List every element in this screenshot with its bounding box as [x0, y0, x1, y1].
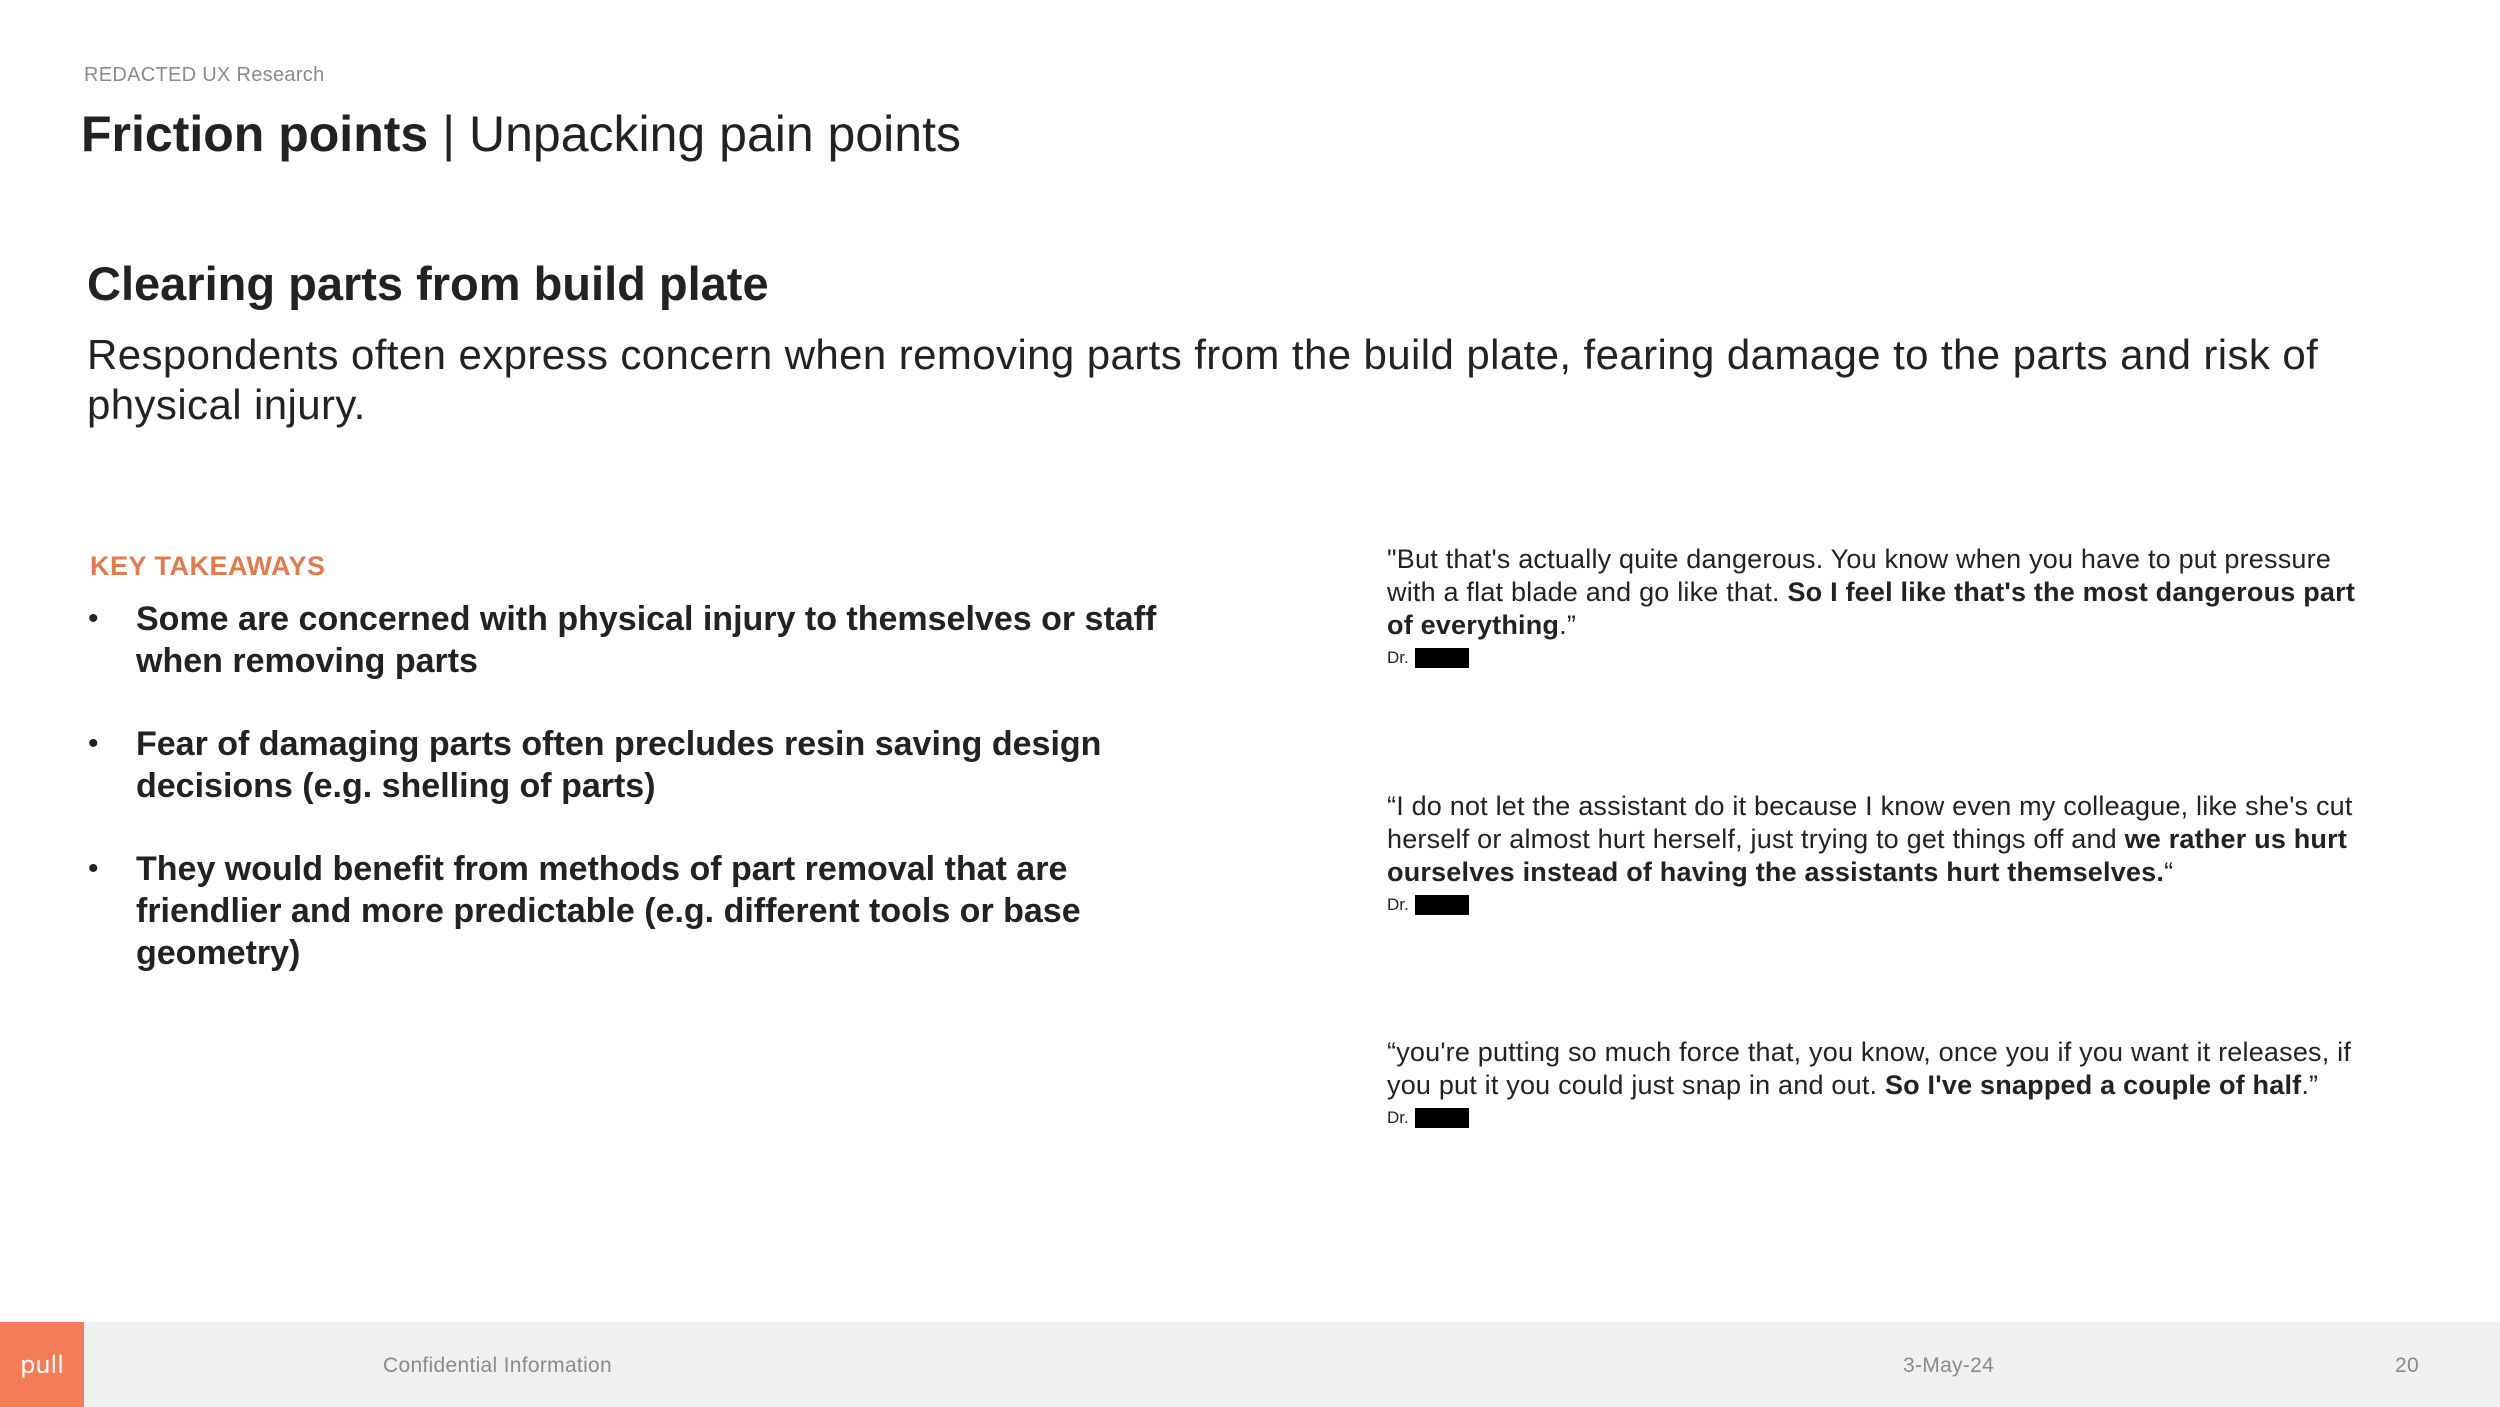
- takeaway-text: Fear of damaging parts often precludes resin saving design decisions (e.g. shelling of parts): [136, 725, 1102, 805]
- quote-text-closing: .”: [2301, 1070, 2319, 1100]
- quote-text: [1387, 790, 2387, 889]
- redacted-name-block: [1415, 1108, 1469, 1128]
- footer-bar: [0, 1322, 2500, 1407]
- page-number: 20: [2395, 1354, 2419, 1377]
- quote-attribution: [1387, 895, 2387, 915]
- quote-text-closing: “: [2164, 857, 2174, 887]
- page-title-bold: Friction points: [81, 106, 429, 162]
- quote-text: [1387, 543, 2387, 642]
- confidential-label: Confidential Information: [383, 1354, 612, 1377]
- quote-attribution: [1387, 648, 2387, 668]
- quote-block: [1387, 790, 2387, 915]
- quote-text-emphasis: So I feel like that's the most dangerous part of everything: [1387, 577, 2356, 640]
- quote-text: [1387, 1036, 2387, 1102]
- quote-text-emphasis: So I've snapped a couple of half: [1884, 1070, 2302, 1100]
- quote-text-emphasis: we rather us hurt ourselves instead of having the assistants hurt themselves.: [1387, 824, 2348, 887]
- quote-text-regular: “you're putting so much force that, you know, once you if you want it releases, if you put it you could just snap in and out.: [1387, 1037, 2352, 1100]
- bullet-icon: •: [88, 852, 99, 885]
- page-title: [81, 102, 961, 166]
- quote-block: [1387, 543, 2387, 668]
- quote-block: [1387, 1036, 2387, 1128]
- takeaway-item: [88, 848, 1208, 974]
- page-title-subtitle: Unpacking pain points: [468, 106, 961, 162]
- bullet-icon: •: [88, 602, 99, 635]
- takeaway-text: Some are concerned with physical injury to themselves or staff when removing parts: [136, 600, 1157, 680]
- key-takeaways-label: KEY TAKEAWAYS: [90, 551, 326, 581]
- redacted-name-block: [1415, 895, 1469, 915]
- section-description: Respondents often express concern when removing parts from the build plate, fearing damage to the parts and risk of physical injury.: [87, 331, 2319, 428]
- takeaway-item: [88, 723, 1208, 807]
- eyebrow-label: REDACTED UX Research: [84, 64, 325, 86]
- redacted-name-block: [1415, 648, 1469, 668]
- attribution-title: Dr.: [1387, 648, 1409, 667]
- attribution-title: Dr.: [1387, 895, 1409, 914]
- page-title-separator: |: [428, 106, 469, 162]
- quote-text-closing: .”: [1559, 610, 1577, 640]
- quote-text-regular: "But that's actually quite dangerous. You know when you have to put pressure with a flat blade and go like that.: [1387, 544, 2332, 607]
- footer-date: 3-May-24: [1903, 1354, 1995, 1377]
- bullet-icon: •: [88, 727, 99, 760]
- quote-attribution: [1387, 1108, 2387, 1128]
- attribution-title: Dr.: [1387, 1108, 1409, 1127]
- section-heading: Clearing parts from build plate: [87, 257, 769, 310]
- quote-text-regular: “I do not let the assistant do it because I know even my colleague, like she's cut herself or almost hurt herself, just trying to get things off and: [1387, 791, 2353, 854]
- takeaway-text: They would benefit from methods of part removal that are friendlier and more predictable (e.g. different tools or base geometry): [136, 850, 1081, 972]
- key-takeaways-list: [88, 598, 1208, 1015]
- takeaway-item: [88, 598, 1208, 682]
- brand-logo: pull: [0, 1322, 84, 1407]
